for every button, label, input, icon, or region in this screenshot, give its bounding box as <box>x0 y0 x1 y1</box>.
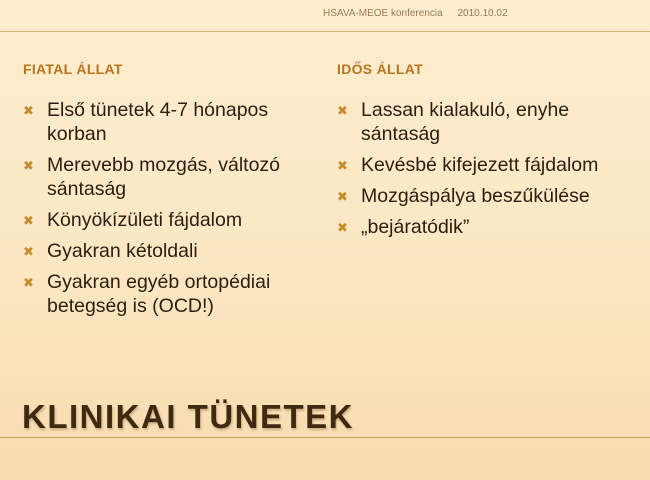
list-item-text: Mozgáspálya beszűkülése <box>361 185 590 207</box>
x-mark-icon: ✖ <box>23 103 34 118</box>
x-mark-icon: ✖ <box>23 158 34 173</box>
list-item-text: Gyakran kétoldali <box>47 240 198 262</box>
right-column <box>337 61 637 246</box>
slide-date: 2010.10.02 <box>457 8 508 19</box>
list-item <box>23 239 323 263</box>
list-item <box>337 98 637 146</box>
list-item-text: Első tünetek 4-7 hónapos korban <box>47 99 269 145</box>
list-item-text: Merevebb mozgás, változó sántaság <box>47 154 281 200</box>
slide-title: KLINIKAI TÜNETEK <box>22 398 354 435</box>
list-item <box>337 184 637 208</box>
list-item-text: Könyökízületi fájdalom <box>47 209 243 231</box>
right-bullet-list <box>337 98 637 239</box>
x-mark-icon: ✖ <box>337 158 348 173</box>
x-mark-icon: ✖ <box>337 103 348 118</box>
x-mark-icon: ✖ <box>337 220 348 235</box>
list-item-text: „bejáratódik” <box>361 216 470 238</box>
list-item-text: Gyakran egyéb ortopédiai betegség is (OCD!) <box>47 271 271 317</box>
conference-name: HSAVA-MEOE konferencia <box>323 8 443 19</box>
x-mark-icon: ✖ <box>23 275 34 290</box>
left-bullet-list <box>23 98 323 318</box>
x-mark-icon: ✖ <box>23 244 34 259</box>
list-item <box>337 153 637 177</box>
list-item <box>337 215 637 239</box>
header-divider <box>0 31 650 32</box>
list-item <box>23 208 323 232</box>
title-underline <box>0 437 650 438</box>
x-mark-icon: ✖ <box>337 189 348 204</box>
right-column-heading: IDŐS ÁLLAT <box>337 61 423 77</box>
list-item <box>23 270 323 318</box>
slide-header <box>323 8 508 19</box>
list-item-text: Lassan kialakuló, enyhe sántaság <box>361 99 570 145</box>
list-item-text: Kevésbé kifejezett fájdalom <box>361 154 599 176</box>
list-item <box>23 98 323 146</box>
x-mark-icon: ✖ <box>23 213 34 228</box>
left-column-heading: FIATAL ÁLLAT <box>23 61 123 77</box>
list-item <box>23 153 323 201</box>
left-column <box>23 61 323 325</box>
